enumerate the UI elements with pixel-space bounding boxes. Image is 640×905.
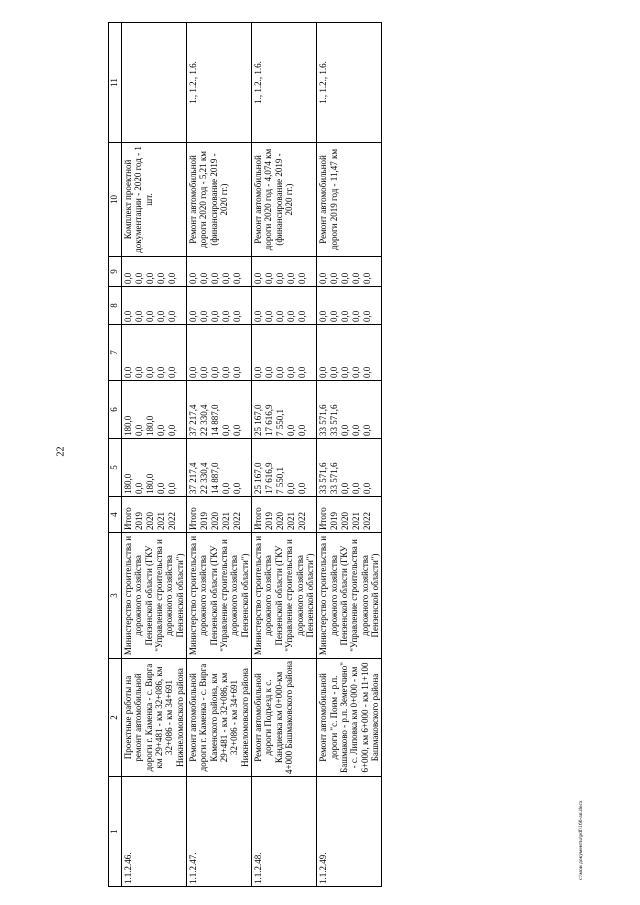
indicator-description: Ремонт автомобильной дороги 2019 год - 11,47 км xyxy=(317,143,382,257)
indicator-description: Ремонт автомобильной дороги 2020 год - 4,074 км (финансирование 2019 - 2020 гг.) xyxy=(252,143,317,257)
value-cell: 0,0 xyxy=(232,424,243,436)
value-cell: 0,0 xyxy=(221,424,232,436)
value-list-c8 xyxy=(252,287,317,325)
value-cell: 0,0 xyxy=(134,310,144,322)
header-row xyxy=(109,23,122,887)
col-header-10: 10 xyxy=(109,143,122,257)
value-cell: 0,0 xyxy=(264,272,275,284)
value-cell: 0,0 xyxy=(232,366,243,378)
table-row xyxy=(122,23,187,887)
value-cell: 0,0 xyxy=(156,310,166,322)
year-cell: Итого xyxy=(123,507,133,530)
executor: Министерство строительства и дорожного хозяйства Пензенской области (ГКУ "Управление строительства и дорожного хозяйства Пензенской области") xyxy=(317,533,382,659)
col-header-7: 7 xyxy=(109,325,122,381)
value-cell: 33 571,6 xyxy=(329,462,340,494)
year-cell: 2022 xyxy=(167,512,177,530)
year-list xyxy=(317,497,382,533)
value-list-c6 xyxy=(317,381,382,439)
col-header-6: 6 xyxy=(109,381,122,439)
event-name: Ремонт автомобильной дороги Подъезд к с. Кандиевка км 0+000-км 4+000 Башмаковского района xyxy=(252,659,317,777)
value-cell: 0,0 xyxy=(329,366,340,378)
value-list-c8 xyxy=(122,287,187,325)
year-cell: 2019 xyxy=(134,512,144,530)
value-cell: 0,0 xyxy=(156,424,166,436)
col-header-11: 11 xyxy=(109,23,122,143)
year-cell: 2021 xyxy=(286,512,297,530)
value-cell: 0,0 xyxy=(340,310,351,322)
value-list-c7 xyxy=(187,325,252,381)
year-cell: 2020 xyxy=(340,512,351,530)
value-cell: 0,0 xyxy=(199,310,210,322)
rotated-table-container xyxy=(108,23,578,887)
value-cell: 0,0 xyxy=(351,424,362,436)
value-cell: 0,0 xyxy=(145,366,155,378)
page-number: 22 xyxy=(55,446,67,457)
footer-path: c:\мои документы\pdf\166-ап.docx xyxy=(578,800,584,880)
value-cell: 0,0 xyxy=(210,310,221,322)
value-cell: 37 217,4 xyxy=(188,404,199,436)
value-cell: 0,0 xyxy=(210,272,221,284)
value-cell: 0,0 xyxy=(351,272,362,284)
indicator-description: Ремонт автомобильной дороги 2020 год - 5,21 км (финансирование 2019 - 2020 гг.) xyxy=(187,143,252,257)
year-cell: 2019 xyxy=(199,512,210,530)
year-cell: 2020 xyxy=(275,512,286,530)
value-list-c7 xyxy=(122,325,187,381)
value-cell: 14 887,0 xyxy=(210,462,221,494)
value-cell: 0,0 xyxy=(253,366,264,378)
value-cell: 7 550,1 xyxy=(275,467,286,494)
year-cell: Итого xyxy=(253,507,264,530)
col-header-9: 9 xyxy=(109,257,122,287)
value-cell: 0,0 xyxy=(232,272,243,284)
value-cell: 0,0 xyxy=(264,366,275,378)
value-cell: 0,0 xyxy=(253,310,264,322)
value-cell: 0,0 xyxy=(232,482,243,494)
value-cell: 0,0 xyxy=(156,272,166,284)
value-cell: 0,0 xyxy=(275,272,286,284)
value-cell: 180,0 xyxy=(145,415,155,436)
value-cell: 0,0 xyxy=(275,310,286,322)
value-cell: 0,0 xyxy=(221,366,232,378)
value-cell: 0,0 xyxy=(362,482,373,494)
row-number: 1.1.2.47. xyxy=(187,777,252,887)
value-cell: 0,0 xyxy=(297,482,308,494)
year-list xyxy=(252,497,317,533)
value-cell: 0,0 xyxy=(134,272,144,284)
target-indicators: 1., 1.2., 1.6. xyxy=(252,23,317,143)
value-list-c5 xyxy=(252,439,317,497)
value-cell: 0,0 xyxy=(221,482,232,494)
event-name: Ремонт автомобильной дороги г. Каменка - с. Вирга Каменского района, км 29+481 - км 32+086, км 32+086 - км 34+691 Нижнеломовского района xyxy=(187,659,252,777)
value-list-c9 xyxy=(317,257,382,287)
value-cell: 0,0 xyxy=(351,310,362,322)
year-cell: 2019 xyxy=(329,512,340,530)
value-cell: 33 571,6 xyxy=(318,404,329,436)
value-list-c9 xyxy=(122,257,187,287)
value-cell: 0,0 xyxy=(340,424,351,436)
value-cell: 0,0 xyxy=(362,366,373,378)
value-cell: 0,0 xyxy=(167,424,177,436)
value-cell: 0,0 xyxy=(156,366,166,378)
value-cell: 22 330,4 xyxy=(199,404,210,436)
value-cell: 0,0 xyxy=(362,272,373,284)
value-cell: 180,0 xyxy=(145,473,155,494)
year-cell: 2021 xyxy=(156,512,166,530)
value-list-c9 xyxy=(187,257,252,287)
value-cell: 37 217,4 xyxy=(188,462,199,494)
executor: Министерство строительства и дорожного хозяйства Пензенской области (ГКУ "Управление строительства и дорожного хозяйства Пензенской области") xyxy=(252,533,317,659)
value-cell: 0,0 xyxy=(199,272,210,284)
value-cell: 0,0 xyxy=(297,424,308,436)
year-cell: 2021 xyxy=(351,512,362,530)
col-header-3: 3 xyxy=(109,533,122,659)
value-cell: 0,0 xyxy=(286,272,297,284)
executor: Министерство строительства и дорожного хозяйства Пензенской области (ГКУ "Управление строительства и дорожного хозяйства Пензенской области") xyxy=(187,533,252,659)
value-cell: 0,0 xyxy=(123,366,133,378)
event-name: Проектные работы на ремонт автомобильной дороги г. Каменка - с. Вирга км 29+481 - км 32+086, км 32+086 - км 34+691 Нижнеломовского района xyxy=(122,659,187,777)
value-cell: 0,0 xyxy=(221,272,232,284)
value-cell: 14 887,0 xyxy=(210,404,221,436)
year-cell: 2021 xyxy=(221,512,232,530)
year-list xyxy=(122,497,187,533)
value-cell: 0,0 xyxy=(329,310,340,322)
value-cell: 0,0 xyxy=(318,272,329,284)
value-cell: 0,0 xyxy=(221,310,232,322)
executor: Министерство строительства и дорожного хозяйства Пензенской области (ГКУ "Управление строительства и дорожного хозяйства Пензенской области") xyxy=(122,533,187,659)
value-cell: 180,0 xyxy=(123,415,133,436)
value-cell: 0,0 xyxy=(286,482,297,494)
value-cell: 180,0 xyxy=(123,473,133,494)
target-indicators: 1., 1.2., 1.6. xyxy=(317,23,382,143)
col-header-8: 8 xyxy=(109,287,122,325)
value-list-c8 xyxy=(187,287,252,325)
value-cell: 0,0 xyxy=(253,272,264,284)
value-cell: 0,0 xyxy=(351,366,362,378)
value-cell: 25 167,0 xyxy=(253,462,264,494)
value-cell: 0,0 xyxy=(351,482,362,494)
value-cell: 22 330,4 xyxy=(199,462,210,494)
year-cell: 2020 xyxy=(145,512,155,530)
target-indicators: 1., 1.2., 1.6. xyxy=(187,23,252,143)
event-name: Ремонт автомобильной дороги "с. Поим - р.п. Башмаково - р.п. Земетчино" - с. Липовка км 0+000 - км 6+000, км 6+000 - км 11+100 Башмаковского района xyxy=(317,659,382,777)
year-cell: 2020 xyxy=(210,512,221,530)
col-header-5: 5 xyxy=(109,439,122,497)
table-row xyxy=(252,23,317,887)
value-cell: 0,0 xyxy=(329,272,340,284)
value-list-c5 xyxy=(187,439,252,497)
row-number: 1.1.2.48. xyxy=(252,777,317,887)
target-indicators xyxy=(122,23,187,143)
value-cell: 0,0 xyxy=(199,366,210,378)
value-cell: 0,0 xyxy=(167,272,177,284)
value-cell: 0,0 xyxy=(123,272,133,284)
table-row xyxy=(317,23,382,887)
value-cell: 0,0 xyxy=(264,310,275,322)
value-cell: 0,0 xyxy=(134,424,144,436)
value-list-c6 xyxy=(122,381,187,439)
value-cell: 0,0 xyxy=(318,310,329,322)
value-cell: 0,0 xyxy=(362,310,373,322)
value-cell: 0,0 xyxy=(286,310,297,322)
value-cell: 17 616,9 xyxy=(264,462,275,494)
program-table xyxy=(108,22,382,887)
col-header-2: 2 xyxy=(109,659,122,777)
value-cell: 0,0 xyxy=(362,424,373,436)
row-number: 1.1.2.49. xyxy=(317,777,382,887)
value-cell: 0,0 xyxy=(297,310,308,322)
value-list-c5 xyxy=(317,439,382,497)
value-cell: 7 550,1 xyxy=(275,409,286,436)
year-cell: Итого xyxy=(318,507,329,530)
value-cell: 0,0 xyxy=(286,366,297,378)
table-row xyxy=(187,23,252,887)
year-list xyxy=(187,497,252,533)
value-cell: 0,0 xyxy=(145,272,155,284)
value-cell: 0,0 xyxy=(340,272,351,284)
value-cell: 0,0 xyxy=(340,366,351,378)
value-cell: 0,0 xyxy=(318,366,329,378)
value-cell: 33 571,6 xyxy=(329,404,340,436)
value-cell: 0,0 xyxy=(188,310,199,322)
value-cell: 0,0 xyxy=(188,272,199,284)
value-cell: 0,0 xyxy=(123,310,133,322)
value-cell: 0,0 xyxy=(232,310,243,322)
value-cell: 17 616,9 xyxy=(264,404,275,436)
value-cell: 0,0 xyxy=(210,366,221,378)
year-cell: 2022 xyxy=(297,512,308,530)
value-list-c5 xyxy=(122,439,187,497)
value-cell: 0,0 xyxy=(297,366,308,378)
value-cell: 0,0 xyxy=(156,482,166,494)
value-cell: 0,0 xyxy=(297,272,308,284)
value-cell: 0,0 xyxy=(167,482,177,494)
value-cell: 25 167,0 xyxy=(253,404,264,436)
value-cell: 0,0 xyxy=(167,310,177,322)
indicator-description: Комплект проектной документации - 2020 год - 1 шт. xyxy=(122,143,187,257)
value-cell: 0,0 xyxy=(145,310,155,322)
value-cell: 0,0 xyxy=(134,482,144,494)
year-cell: Итого xyxy=(188,507,199,530)
value-list-c7 xyxy=(252,325,317,381)
year-cell: 2022 xyxy=(362,512,373,530)
value-cell: 0,0 xyxy=(340,482,351,494)
value-cell: 33 571,6 xyxy=(318,462,329,494)
value-list-c6 xyxy=(252,381,317,439)
value-cell: 0,0 xyxy=(134,366,144,378)
year-cell: 2019 xyxy=(264,512,275,530)
value-list-c7 xyxy=(317,325,382,381)
value-cell: 0,0 xyxy=(286,424,297,436)
value-cell: 0,0 xyxy=(167,366,177,378)
value-list-c9 xyxy=(252,257,317,287)
col-header-1: 1 xyxy=(109,777,122,887)
row-number: 1.1.2.46. xyxy=(122,777,187,887)
value-list-c8 xyxy=(317,287,382,325)
value-list-c6 xyxy=(187,381,252,439)
value-cell: 0,0 xyxy=(188,366,199,378)
value-cell: 0,0 xyxy=(275,366,286,378)
col-header-4: 4 xyxy=(109,497,122,533)
year-cell: 2022 xyxy=(232,512,243,530)
